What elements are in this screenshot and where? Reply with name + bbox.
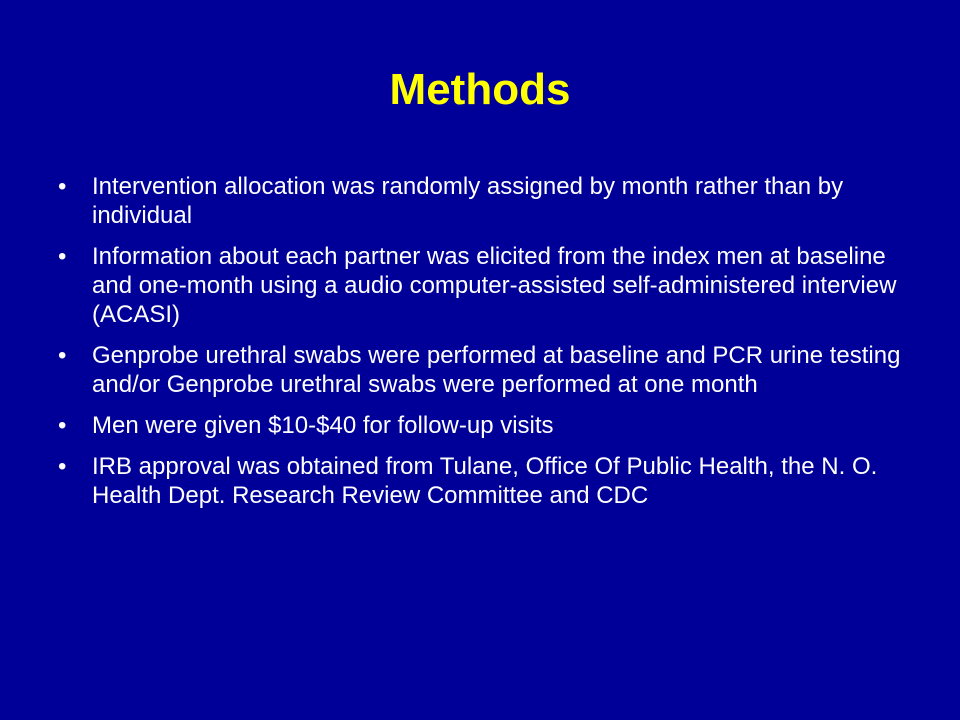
bullet-icon: • (58, 412, 67, 439)
bullet-item (56, 341, 916, 399)
bullet-icon: • (58, 243, 67, 270)
bullet-text: Men were given $10-$40 for follow-up visits (92, 412, 554, 439)
bullet-icon: • (58, 453, 67, 480)
bullet-text: Information about each partner was elicited from the index men at baseline and one-month using a audio computer-assisted self-administered interview (ACASI) (92, 243, 897, 328)
bullet-icon: • (58, 173, 67, 200)
bullet-icon: • (58, 342, 67, 369)
bullet-item (56, 411, 916, 440)
bullet-text: IRB approval was obtained from Tulane, Office Of Public Health, the N. O. Health Dept. Research Review Committee and CDC (92, 453, 878, 509)
bullet-item (56, 172, 916, 230)
bullet-item (56, 452, 916, 510)
bullet-item (56, 242, 916, 329)
bullet-list (56, 172, 916, 522)
slide-title: Methods (389, 65, 571, 114)
bullet-text: Intervention allocation was randomly assigned by month rather than by individual (92, 173, 844, 229)
bullet-text: Genprobe urethral swabs were performed at baseline and PCR urine testing and/or Genprobe urethral swabs were performed at one month (92, 342, 901, 398)
